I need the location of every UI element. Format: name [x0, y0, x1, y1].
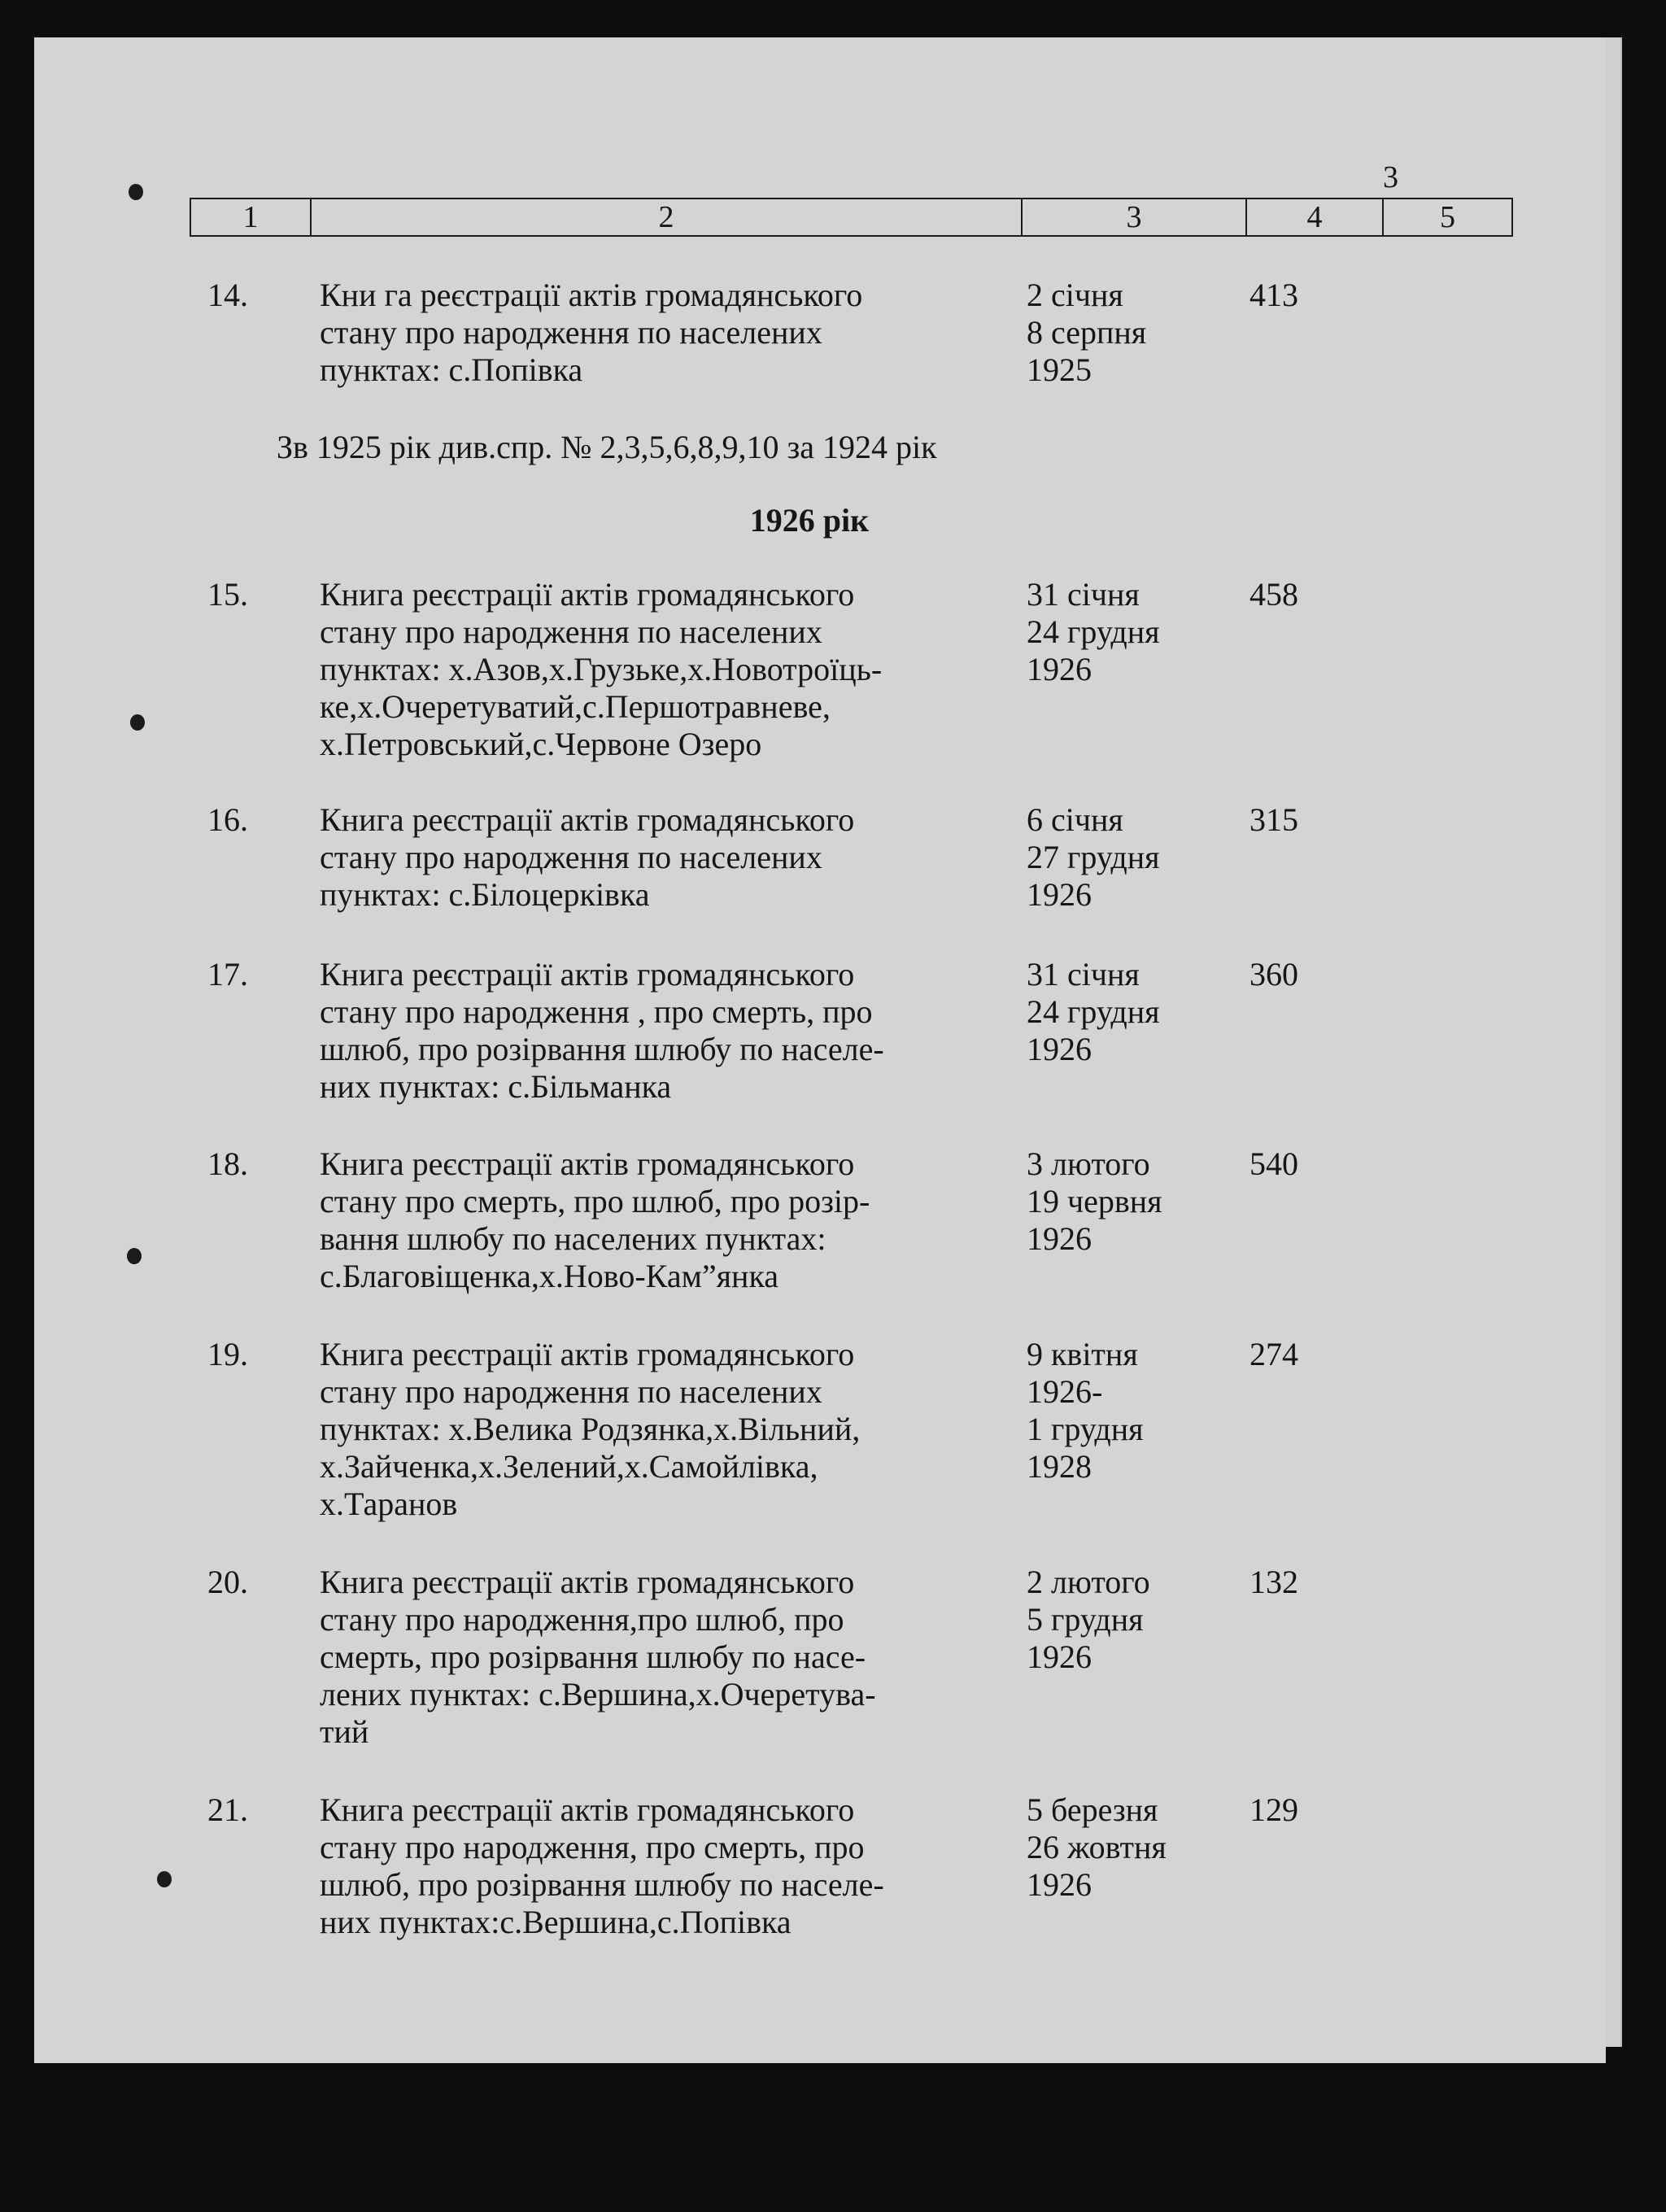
- date-line: 1926: [1027, 1031, 1092, 1067]
- title-line: Книга реєстрації актів громадянського: [320, 1564, 855, 1600]
- entry-number: 18.: [207, 1145, 248, 1182]
- entry-title: [320, 576, 1003, 763]
- date-line: 5 березня: [1027, 1791, 1158, 1828]
- title-line: них пунктах: с.Більманка: [320, 1068, 672, 1105]
- punch-hole: [157, 1871, 172, 1887]
- cross-reference-note: Зв 1925 рік див.спр. № 2,3,5,6,8,9,10 за 1924 рік: [277, 429, 937, 465]
- punch-hole: [129, 184, 143, 200]
- title-line: стану про смерть, про шлюб, про розір-: [320, 1183, 870, 1219]
- title-line: х.Таранов: [320, 1486, 458, 1522]
- date-line: 1926: [1027, 1220, 1092, 1257]
- date-line: 27 грудня: [1027, 839, 1160, 875]
- entry-dates: [1027, 277, 1238, 389]
- date-line: 9 квітня: [1027, 1336, 1138, 1372]
- date-line: 5 грудня: [1027, 1601, 1144, 1638]
- title-line: Книга реєстрації актів громадянського: [320, 1145, 855, 1182]
- title-line: вання шлюбу по населених пунктах:: [320, 1220, 826, 1257]
- title-line: пунктах: с.Попівка: [320, 351, 583, 388]
- entry-sheet-count: 360: [1250, 956, 1298, 993]
- date-line: 6 січня: [1027, 801, 1123, 838]
- entry-sheet-count: 458: [1250, 576, 1298, 613]
- entry-title: [320, 956, 1003, 1106]
- page-number: 3: [1383, 160, 1398, 194]
- entry-title: [320, 801, 1003, 914]
- title-line: стану про народження, про смерть, про: [320, 1829, 865, 1865]
- title-line: них пунктах:с.Вершина,с.Попівка: [320, 1904, 792, 1940]
- entry-title: [320, 1791, 1003, 1941]
- entry-dates: [1027, 1145, 1238, 1258]
- title-line: лених пунктах: с.Вершина,х.Очеретува-: [320, 1676, 876, 1712]
- title-line: стану про народження по населених: [320, 613, 822, 650]
- date-line: 1 грудня: [1027, 1411, 1144, 1447]
- entry-title: [320, 1564, 1003, 1751]
- title-line: ке,х.Очеретуватий,с.Першотравневе,: [320, 688, 831, 725]
- date-line: 31 січня: [1027, 956, 1140, 993]
- entry-dates: [1027, 1564, 1238, 1676]
- date-line: 8 серпня: [1027, 314, 1147, 351]
- entry-sheet-count: 129: [1250, 1791, 1298, 1828]
- date-line: 1928: [1027, 1448, 1092, 1485]
- column-header-table: [190, 198, 1513, 237]
- entry-title: [320, 1336, 1003, 1523]
- date-line: 24 грудня: [1027, 993, 1160, 1030]
- title-line: Кни га реєстрації актів громадянського: [320, 277, 863, 313]
- entry-sheet-count: 274: [1250, 1336, 1298, 1372]
- date-line: 1926: [1027, 1866, 1092, 1903]
- column-header-5: 5: [1383, 199, 1512, 236]
- punch-hole: [130, 714, 145, 731]
- date-line: 2 січня: [1027, 277, 1123, 313]
- date-line: 1926: [1027, 876, 1092, 913]
- date-line: 1926: [1027, 651, 1092, 687]
- title-line: Книга реєстрації актів громадянського: [320, 956, 855, 993]
- title-line: пунктах: х.Велика Родзянка,х.Вільний,: [320, 1411, 861, 1447]
- title-line: х.Зайченка,х.Зелений,х.Самойлівка,: [320, 1448, 818, 1485]
- title-line: пунктах: с.Білоцерківка: [320, 876, 650, 913]
- entry-title: [320, 277, 1003, 389]
- title-line: стану про народження , про смерть, про: [320, 993, 873, 1030]
- entry-sheet-count: 132: [1250, 1564, 1298, 1600]
- column-header-3: 3: [1022, 199, 1246, 236]
- title-line: пунктах: х.Азов,х.Грузьке,х.Новотроїць-: [320, 651, 883, 687]
- date-line: 26 жовтня: [1027, 1829, 1167, 1865]
- date-line: 19 червня: [1027, 1183, 1162, 1219]
- title-line: Книга реєстрації актів громадянського: [320, 1791, 855, 1828]
- title-line: Книга реєстрації актів громадянського: [320, 576, 855, 613]
- entry-dates: [1027, 956, 1238, 1068]
- column-header-4: 4: [1246, 199, 1383, 236]
- entry-number: 17.: [207, 956, 248, 993]
- date-line: 3 лютого: [1027, 1145, 1150, 1182]
- entry-number: 20.: [207, 1564, 248, 1600]
- column-header-2: 2: [311, 199, 1022, 236]
- title-line: стану про народження,про шлюб, про: [320, 1601, 844, 1638]
- date-line: 24 грудня: [1027, 613, 1160, 650]
- entry-number: 21.: [207, 1791, 248, 1828]
- title-line: стану про народження по населених: [320, 314, 822, 351]
- entry-number: 14.: [207, 277, 248, 313]
- entry-title: [320, 1145, 1003, 1295]
- title-line: с.Благовіщенка,х.Ново-Кам”янка: [320, 1258, 779, 1294]
- title-line: Книга реєстрації актів громадянського: [320, 1336, 855, 1372]
- column-header-1: 1: [190, 199, 311, 236]
- entry-sheet-count: 315: [1250, 801, 1298, 838]
- entry-dates: [1027, 576, 1238, 688]
- title-line: шлюб, про розірвання шлюбу по населе-: [320, 1031, 884, 1067]
- punch-hole: [127, 1248, 142, 1264]
- date-line: 1926-: [1027, 1373, 1103, 1410]
- entry-dates: [1027, 801, 1238, 914]
- title-line: тий: [320, 1713, 369, 1750]
- title-line: стану про народження по населених: [320, 1373, 822, 1410]
- title-line: стану про народження по населених: [320, 839, 822, 875]
- title-line: шлюб, про розірвання шлюбу по населе-: [320, 1866, 884, 1903]
- date-line: 1925: [1027, 351, 1092, 388]
- entry-sheet-count: 413: [1250, 277, 1298, 313]
- entry-number: 16.: [207, 801, 248, 838]
- title-line: Книга реєстрації актів громадянського: [320, 801, 855, 838]
- entry-number: 19.: [207, 1336, 248, 1372]
- date-line: 2 лютого: [1027, 1564, 1150, 1600]
- entry-number: 15.: [207, 576, 248, 613]
- title-line: смерть, про розірвання шлюбу по насе-: [320, 1638, 866, 1675]
- title-line: х.Петровський,с.Червоне Озеро: [320, 726, 762, 762]
- year-heading: 1926 рік: [749, 502, 870, 539]
- date-line: 1926: [1027, 1638, 1092, 1675]
- date-line: 31 січня: [1027, 576, 1140, 613]
- entry-dates: [1027, 1336, 1238, 1486]
- entry-sheet-count: 540: [1250, 1145, 1298, 1182]
- entry-dates: [1027, 1791, 1238, 1904]
